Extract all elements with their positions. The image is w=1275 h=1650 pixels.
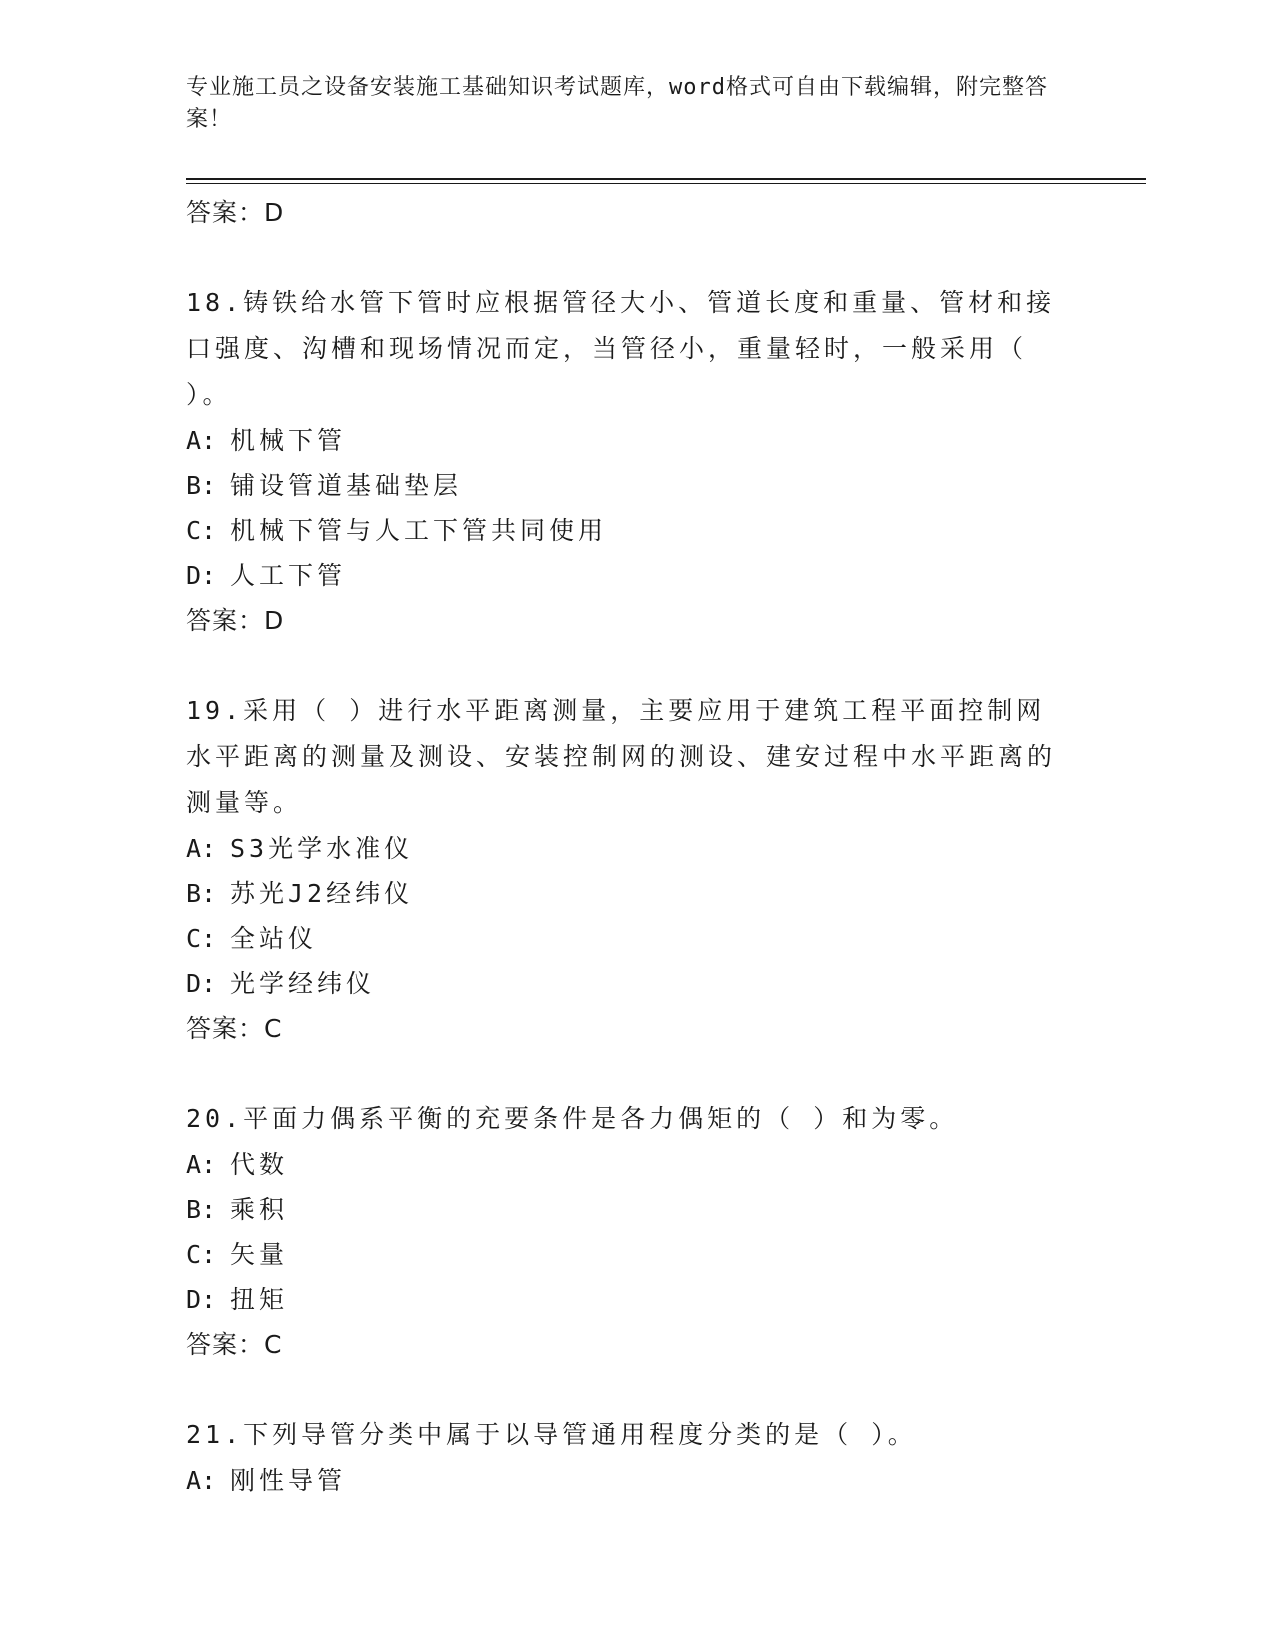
option-key: D: xyxy=(186,969,217,998)
option-key: A: xyxy=(186,834,217,863)
option-text: 人工下管 xyxy=(230,561,347,590)
option-key: C: xyxy=(186,516,217,545)
option-a xyxy=(186,1458,1066,1503)
option-key: D: xyxy=(186,1285,217,1314)
option-text: 代数 xyxy=(230,1150,289,1179)
answer-line: 答案：D xyxy=(186,198,285,227)
option-text: 机械下管 xyxy=(230,426,347,455)
header-text: 专业施工员之设备安装施工基础知识考试题库，word格式可自由下载编辑，附完整答案！ xyxy=(186,75,1048,132)
option-d xyxy=(186,961,1066,1006)
option-text: S3光学水准仪 xyxy=(230,834,414,863)
option-key: B: xyxy=(186,471,217,500)
option-c xyxy=(186,1232,1066,1277)
option-c xyxy=(186,508,1066,553)
option-text: 刚性导管 xyxy=(230,1466,347,1495)
question-list xyxy=(186,190,1066,1503)
question-item xyxy=(186,1096,1066,1368)
option-b xyxy=(186,463,1066,508)
question-stem: 21.下列导管分类中属于以导管通用程度分类的是（ ）。 xyxy=(186,1420,917,1449)
option-key: C: xyxy=(186,1240,217,1269)
option-text: 矢量 xyxy=(230,1240,289,1269)
option-a xyxy=(186,1142,1066,1187)
question-stem: 19.采用（ ）进行水平距离测量，主要应用于建筑工程平面控制网水平距离的测量及测设、安装控制网的测设、建安过程中水平距离的测量等。 xyxy=(186,696,1057,817)
option-key: B: xyxy=(186,1195,217,1224)
question-stem: 20.平面力偶系平衡的充要条件是各力偶矩的（ ）和为零。 xyxy=(186,1104,959,1133)
question-stem: 18.铸铁给水管下管时应根据管径大小、管道长度和重量、管材和接口强度、沟槽和现场情况而定，当管径小，重量轻时，一般采用（ ）。 xyxy=(186,288,1056,409)
option-text: 光学经纬仪 xyxy=(230,969,376,998)
option-text: 铺设管道基础垫层 xyxy=(230,471,463,500)
option-text: 全站仪 xyxy=(230,924,318,953)
option-text: 机械下管与人工下管共同使用 xyxy=(230,516,608,545)
option-text: 苏光J2经纬仪 xyxy=(230,879,414,908)
question-item xyxy=(186,1412,1066,1503)
option-key: C: xyxy=(186,924,217,953)
option-key: A: xyxy=(186,1150,217,1179)
option-a xyxy=(186,826,1066,871)
question-item xyxy=(186,688,1066,1052)
option-text: 扭矩 xyxy=(230,1285,289,1314)
option-b xyxy=(186,1187,1066,1232)
option-b xyxy=(186,871,1066,916)
option-c xyxy=(186,916,1066,961)
spacer xyxy=(186,644,1066,688)
option-text: 乘积 xyxy=(230,1195,289,1224)
answer-line: 答案：C xyxy=(186,1330,283,1359)
spacer xyxy=(186,1368,1066,1412)
option-d xyxy=(186,553,1066,598)
spacer xyxy=(186,236,1066,280)
header-divider-thin xyxy=(186,183,1146,184)
option-d xyxy=(186,1277,1066,1322)
option-key: A: xyxy=(186,426,217,455)
answer-line: 答案：D xyxy=(186,606,285,635)
spacer xyxy=(186,1052,1066,1096)
header-divider-thick xyxy=(186,178,1146,180)
page-header xyxy=(186,72,1066,136)
option-key: B: xyxy=(186,879,217,908)
option-a xyxy=(186,418,1066,463)
option-key: A: xyxy=(186,1466,217,1495)
answer-line: 答案：C xyxy=(186,1014,283,1043)
question-item xyxy=(186,280,1066,644)
option-key: D: xyxy=(186,561,217,590)
